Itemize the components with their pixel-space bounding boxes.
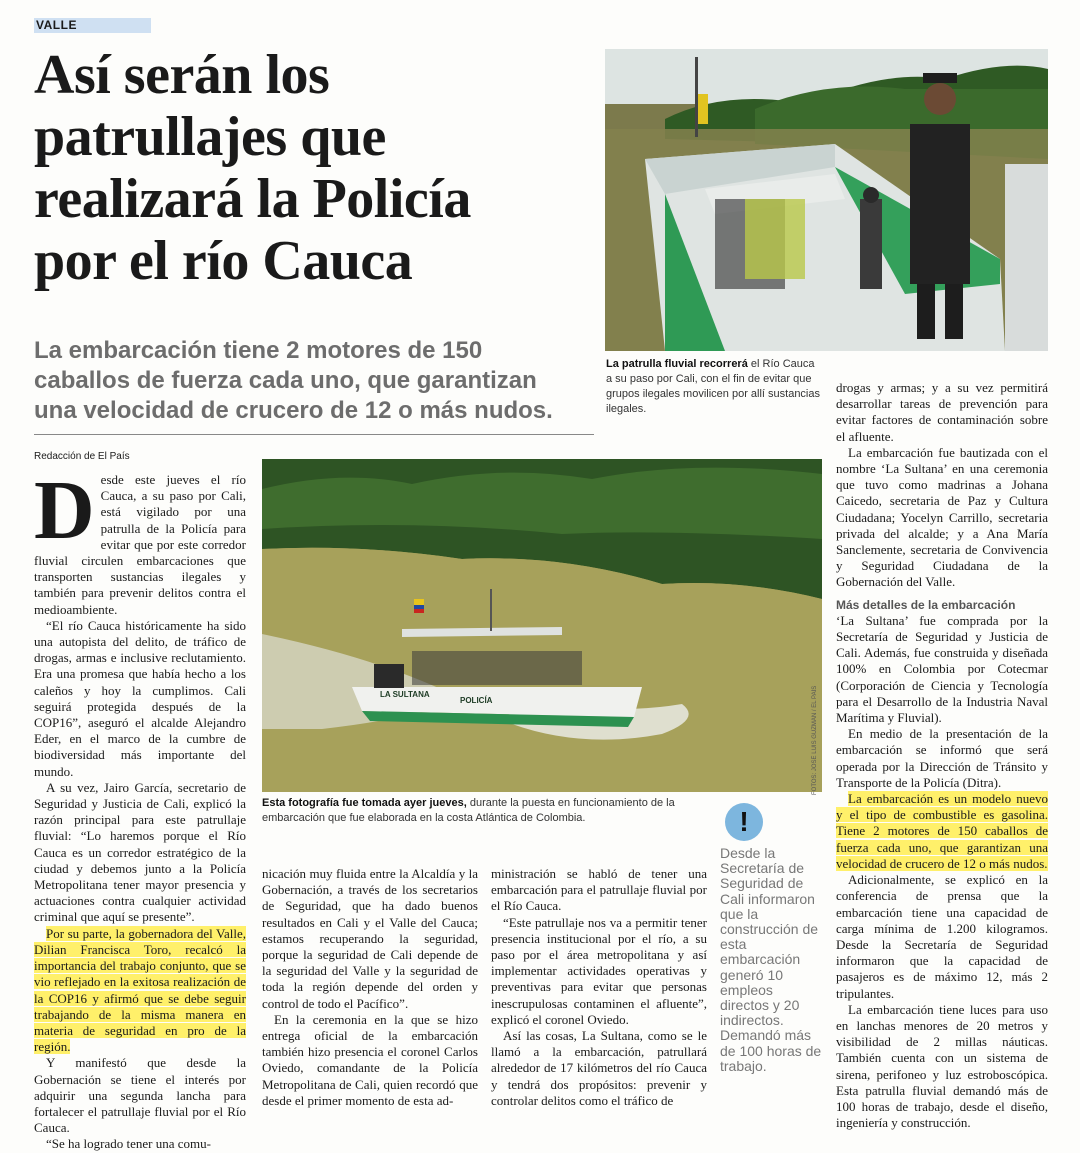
article-paragraph: La embarcación fue bautizada con el nombre ‘La Sultana’ en una ceremonia que tuvo como madrinas a Johana Caicedo, secretaria de Paz y Cultura Ciudadana; Yocelyn Carrillo, secretaria privada del alcalde; y a Ana María Sanclemente, secretaria de Convivencia y Seguridad Ciudadana de la Gobernación del Valle. <box>836 444 1048 590</box>
article-paragraph: En medio de la presentación de la embarcación se informó que será operada por la Dirección de Tránsito y Transporte de la Policía (Ditra). <box>836 726 1048 790</box>
article-column-2 <box>262 866 478 1109</box>
photo-boat-on-river <box>262 459 822 792</box>
photo1-caption <box>606 357 821 417</box>
subheadline-line: La embarcación tiene 2 motores de 150 <box>34 337 483 364</box>
headline-line: por el río Cauca <box>34 230 413 292</box>
boat-name-label: LA SULTANA <box>380 690 430 699</box>
article-paragraph: La embarcación tiene luces para uso en lanchas menores de 20 metros y visibilidad de 2 millas náuticas. También cuenta con un sistema de sirena, perifoneo y luz estroboscópica. Esta patrulla fluvial demandó más de 100 horas de trabajo, desde el diseño, ingeniería y construcción. <box>836 1001 1048 1131</box>
article-paragraph: Desde este jueves el río Cauca, a su paso por Cali, está vigilado por una patrulla de la Policía para evitar que por este corredor fluvial circulen embarcaciones que transporten sustancias ilegales y también para prevenir delitos contra el medioambiente. <box>34 464 246 617</box>
article-paragraph-highlighted: Por su parte, la gobernadora del Valle, Dilian Francisca Toro, recalcó la importancia del trabajo conjunto, que se vio reflejado en la exitosa realización de la COP16 y afirmó que se debe seguir trabajando de la misma manera en materia de seguridad en pro de la región. <box>34 925 246 1055</box>
article-paragraph: Así las cosas, La Sultana, como se le llamó a la embarcación, patrullará alrededor de 17 kilómetros del río Cauca y tendrá dos propósitos: prevenir y controlar delitos como el tráfico de <box>491 1028 707 1108</box>
article-paragraph: drogas y armas; y a su vez permitirá desarrollar tareas de prevención para evitar factores de contaminación sobre el afluente. <box>836 380 1048 444</box>
photo1-caption-text: el Río Cauca a su paso por Cali, con el fin de evitar que grupos ilegales movilicen por allí sustancias ilegales. <box>606 358 820 415</box>
photo-patrol-officers <box>605 49 1048 351</box>
section-subheading: Más detalles de la embarcación <box>836 597 1016 612</box>
article-paragraph: “El río Cauca históricamente ha sido una autopista del delito, de tráfico de drogas, armas e inclusive reclutamiento. Era una promesa que había hecho a los caleños y hoy la cumplimos. Cali seguirá protegida después de la COP16”, aseguró el alcalde Alejandro Eder, en el marco de la cumbre de biodiversidad más importante del mundo. <box>34 617 246 779</box>
photo2-caption <box>262 796 712 826</box>
photo1-caption-lead: La patrulla fluvial recorrerá <box>606 358 748 370</box>
photo2-caption-text: durante la puesta en funcionamiento de la embarcación que fue elaborada en la costa Atlántica de Colombia. <box>262 797 675 824</box>
article-column-3 <box>491 866 707 1109</box>
article-paragraph: ministración se habló de tener una embarcación para el patrullaje fluvial por el Río Cauca. <box>491 866 707 914</box>
exclamation-icon: ! <box>725 803 763 841</box>
headline-line: patrullajes que <box>34 106 386 168</box>
sidebar-fact: Desde la Secretaría de Seguridad de Cali informaron que la construcción de esta embarcación generó 10 empleos directos y 20 indirectos. Demandó más de 100 horas de trabajo. <box>720 845 822 1074</box>
article-column-4 <box>836 380 1048 1131</box>
dropcap: D <box>34 464 95 557</box>
byline: Redacción de El País <box>34 451 130 462</box>
subheadline <box>34 336 594 426</box>
section-tag: VALLE <box>34 18 151 33</box>
article-paragraph: nicación muy fluida entre la Alcaldía y la Gobernación, a través de los secretarios de Seguridad, que ha dado buenos resultados en Cali y el Valle del Cauca; estamos recuperando la seguridad, porque la seguridad de Cali depende de la seguridad del Valle y la seguridad de toda la región depende del orden y control de todo el Pacífico”. <box>262 866 478 1011</box>
article-paragraph: “Este patrullaje nos va a permitir tener presencia institucional por el río, a su paso por el área metropolitana y así implementar actividades operativas y preventivas para evitar que personas inescrupulosas contaminen el afluente”, explicó el coronel Oviedo. <box>491 914 707 1027</box>
article-paragraph: A su vez, Jairo García, secretario de Seguridad y Justicia de Cali, explicó la razón principal para este patrullaje fluvial: “Lo haremos porque el Río Cauca es un corredor estratégico de la ciudad y debemos junto a la Policía Metropolitana tener mayor presencia y actuaciones contra cualquier actividad criminal que aquí se presente”. <box>34 779 246 925</box>
photo2-caption-lead: Esta fotografía fue tomada ayer jueves, <box>262 797 467 809</box>
article-paragraph: “Se ha logrado tener una comu- <box>46 1136 211 1152</box>
headline-line: realizará la Policía <box>34 168 471 230</box>
subhead-divider <box>34 434 594 435</box>
article-column-1 <box>34 464 246 1153</box>
subheadline-line: una velocidad de crucero de 12 o más nudos. <box>34 397 553 424</box>
boat-police-label: POLICÍA <box>460 696 493 705</box>
article-paragraph: ‘La Sultana’ fue comprada por la Secretaría de Seguridad y Justicia de Cali. Además, fue construida y diseñada 100% en Colombia por Cotecmar (Corporación de Ciencia y Tecnología para el Desarrollo de la Industria Naval Marítima y Fluvial). <box>836 612 1048 726</box>
article-paragraph: Adicionalmente, se explicó en la conferencia de prensa que la embarcación tiene una capacidad de carga mínima de 1.200 kilogramos. Desde la Secretaría de Seguridad informaron que la capacidad de pasajeros es de máximo 12, más 2 tripulantes. <box>836 872 1048 1001</box>
headline <box>34 44 594 292</box>
subheadline-line: caballos de fuerza cada uno, que garantizan <box>34 367 537 394</box>
article-paragraph: Y manifestó que desde la Gobernación se tiene el interés por adquirir una segunda lancha para fortalecer el patrullaje fluvial por el Río Cauca. <box>34 1055 246 1136</box>
article-paragraph-highlighted: La embarcación es un modelo nuevo y el tipo de combustible es gasolina. Tiene 2 motores de 150 caballos de fuerza cada uno, que garantizan una velocidad de crucero de 12 o más nudos. <box>836 791 1048 871</box>
photo-credit: FOTOS: JOSÉ LUIS GUZMÁN / EL PAÍS <box>812 685 818 795</box>
headline-line: Así serán los <box>34 44 330 106</box>
article-paragraph: En la ceremonia en la que se hizo entrega oficial de la embarcación también hizo presencia el coronel Carlos Oviedo, comandante de la Policía Metropolitana de Cali, quien recordó que desde el primer momento de esta ad- <box>262 1011 478 1108</box>
